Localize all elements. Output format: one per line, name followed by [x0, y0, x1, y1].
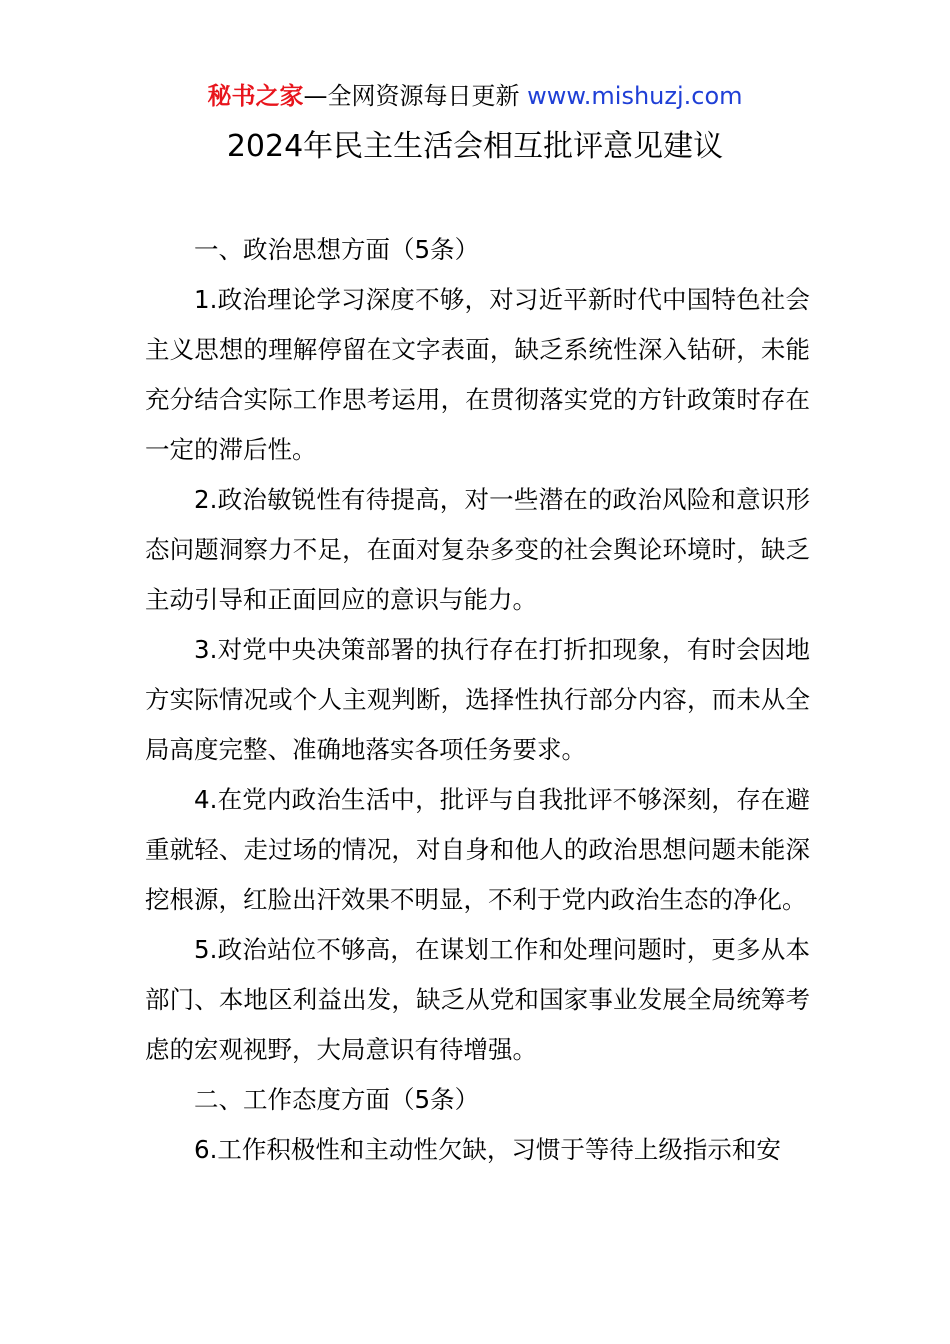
- site-tagline: —全网资源每日更新: [303, 82, 520, 110]
- section-heading-political: 一、政治思想方面（5条）: [194, 235, 480, 264]
- site-brand: 秘书之家: [207, 82, 304, 110]
- paragraph-item-6: 6.工作积极性和主动性欠缺，习惯于等待上级指示和安: [194, 1135, 781, 1164]
- paragraph-item-2: 2.政治敏锐性有待提高，对一些潜在的政治风险和意识形态问题洞察力不足，在面对复杂多变的社会舆论环境时，缺乏主动引导和正面回应的意识与能力。: [145, 485, 810, 614]
- site-header: [0, 78, 950, 114]
- document-body: [145, 225, 810, 1175]
- paragraph-item-3: 3.对党中央决策部署的执行存在打折扣现象，有时会因地方实际情况或个人主观判断，选择性执行部分内容，而未从全局高度完整、准确地落实各项任务要求。: [145, 635, 810, 764]
- section-heading-attitude: 二、工作态度方面（5条）: [194, 1085, 480, 1114]
- paragraph-item-4: 4.在党内政治生活中，批评与自我批评不够深刻，存在避重就轻、走过场的情况，对自身和他人的政治思想问题未能深挖根源，红脸出汗效果不明显，不利于党内政治生态的净化。: [145, 785, 810, 914]
- document-title: 2024年民主生活会相互批评意见建议: [226, 129, 724, 164]
- paragraph-item-5: 5.政治站位不够高，在谋划工作和处理问题时，更多从本部门、本地区利益出发，缺乏从党和国家事业发展全局统筹考虑的宏观视野，大局意识有待增强。: [145, 935, 810, 1064]
- site-url-link[interactable]: www.mishuzj.com: [527, 82, 743, 110]
- paragraph-item-1: 1.政治理论学习深度不够，对习近平新时代中国特色社会主义思想的理解停留在文字表面，缺乏系统性深入钻研，未能充分结合实际工作思考运用，在贯彻落实党的方针政策时存在一定的滞后性。: [145, 285, 810, 464]
